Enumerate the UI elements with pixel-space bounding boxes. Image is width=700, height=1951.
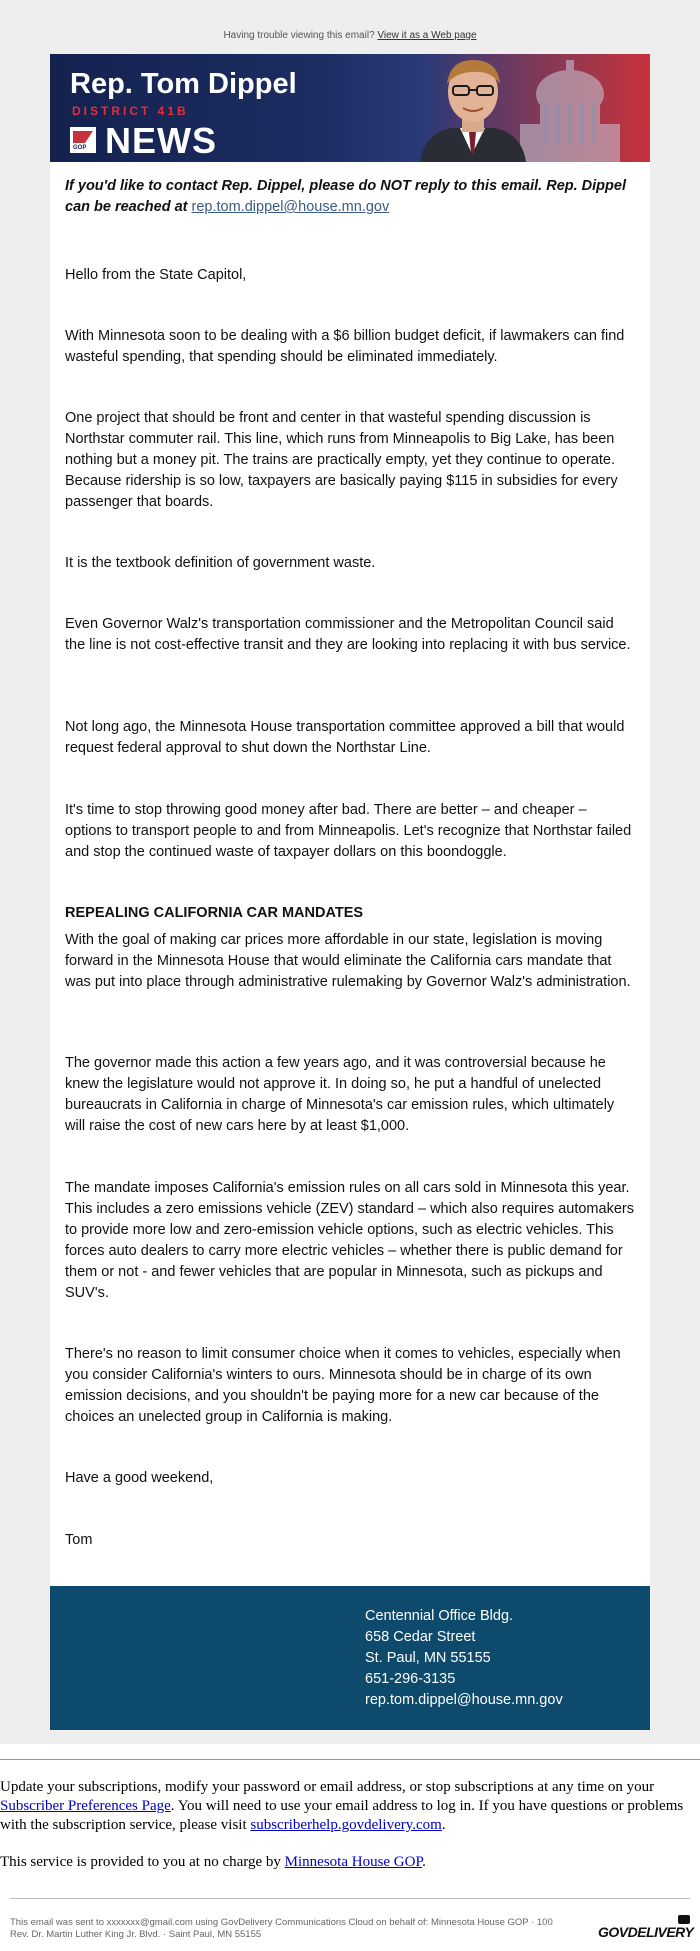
paragraph: One project that should be front and center in that wasteful spending discussion is Northstar commuter rail. This line, which runs from Minneapolis to Big Lake, has been nothing but a money pit. The trains are practically empty, yet they continue to operate. Because ridership is so low, taxpayers are basically paying $115 in subsidies for every passenger that boards. [65,410,618,510]
view-web-page-link[interactable]: View it as a Web page [377,30,477,41]
rep-name: Rep. Tom Dippel [70,68,297,100]
subscription-management-text: Update your subscriptions, modify your password or email address, or stop subscriptions at any time on your Subscriber Preferences Page. You will need to use your email address to log in. If you have questions or problems with the subscription service, please visit subscriberhelp.govdelivery.com. [0,1779,684,1833]
contact-email-link[interactable]: rep.tom.dippel@house.mn.gov [191,199,390,215]
address-line: Centennial Office Bldg. [365,1608,514,1624]
closing: Have a good weekend, [65,1470,214,1486]
paragraph: With Minnesota soon to be dealing with a $6 billion budget deficit, if lawmakers can find wasteful spending, that spending should be eliminated immediately. [65,328,625,365]
address-line: 658 Cedar Street [365,1629,476,1645]
paragraph: It is the textbook definition of government waste. [65,555,376,571]
header-banner [50,54,650,162]
contact-note: If you'd like to contact Rep. Dippel, please do NOT reply to this email. Rep. Dippel can be reached at rep.tom.dippel@house.mn.gov [65,178,626,215]
paragraph: The mandate imposes California's emission rules on all cars sold in Minnesota this year. This includes a zero emissions vehicle (ZEV) standard – which also requires automakers to provide more low and zero-emission vehicle options, such as electric vehicles. This forces auto dealers to carry more electric vehicles – whether there is public demand for them or not - and fewer vehicles that are popular in Minnesota, such as pickups and SUV's. [65,1180,634,1301]
district-label: DISTRICT 41B [72,104,189,118]
govdelivery-logo: GOVDELIVERY [598,1924,694,1940]
office-email: rep.tom.dippel@house.mn.gov [365,1692,563,1708]
divider [10,1898,690,1899]
email-card [50,54,650,1730]
paragraph: Not long ago, the Minnesota House transportation committee approved a bill that would request federal approval to shut down the Northstar Line. [65,719,625,756]
minnesota-house-gop-link[interactable]: Minnesota House GOP [284,1854,423,1870]
address-line: St. Paul, MN 55155 [365,1650,491,1666]
subscriber-help-link[interactable]: subscriberhelp.govdelivery.com [250,1817,442,1833]
paragraph: The governor made this action a few years ago, and it was controversial because he knew the legislature would not approve it. In doing so, he put a handful of unelected bureaucrats in California in charge of Minnesota's car emission rules, which ultimately will raise the cost of new cars here by at least $1,000. [65,1055,615,1134]
paragraph: With the goal of making car prices more affordable in our state, legislation is moving forward in the Minnesota House that would eliminate the California cars mandate that was put into place through administrative rulemaking by Governor Walz's administration. [65,932,631,990]
legal-footer: This email was sent to xxxxxxx@gmail.com using GovDelivery Communications Cloud on behalf of: Minnesota House GOP · 100 Rev. Dr. Martin Luther King Jr. Blvd. · Saint Paul, MN 55155 [10,1917,553,1940]
subscriber-preferences-link[interactable]: Subscriber Preferences Page [0,1798,171,1814]
chat-bubble-icon [678,1915,690,1924]
rep-portrait [410,54,535,162]
office-address-block [50,1586,650,1730]
signature: Tom [65,1532,93,1548]
section-heading: REPEALING CALIFORNIA CAR MANDATES [65,905,364,921]
preheader [0,30,700,41]
paragraph: Even Governor Walz's transportation commissioner and the Metropolitan Council said the line is not cost-effective transit and they are looking into replacing it with bus service. [65,616,631,653]
service-provider-text: This service is provided to you at no charge by Minnesota House GOP. [0,1854,426,1870]
paragraph: There's no reason to limit consumer choice when it comes to vehicles, especially when you consider California's winters to ours. Minnesota should be in charge of its own emission decisions, and you shouldn't be paying more for a new car because of the choices an unelected group in California is making. [65,1346,621,1425]
phone-number: 651-296-3135 [365,1671,456,1687]
news-title: NEWS [105,120,217,161]
preheader-text: Having trouble viewing this email? [223,30,375,41]
paragraph: It's time to stop throwing good money after bad. There are better – and cheaper – options to transport people to and from Minneapolis. Let's recognize that Northstar failed and stop the continued waste of taxpayer dollars on this boondoggle. [65,802,632,860]
greeting: Hello from the State Capitol, [65,267,247,283]
divider [0,1759,700,1760]
gop-logo-icon: GOP [70,127,96,153]
